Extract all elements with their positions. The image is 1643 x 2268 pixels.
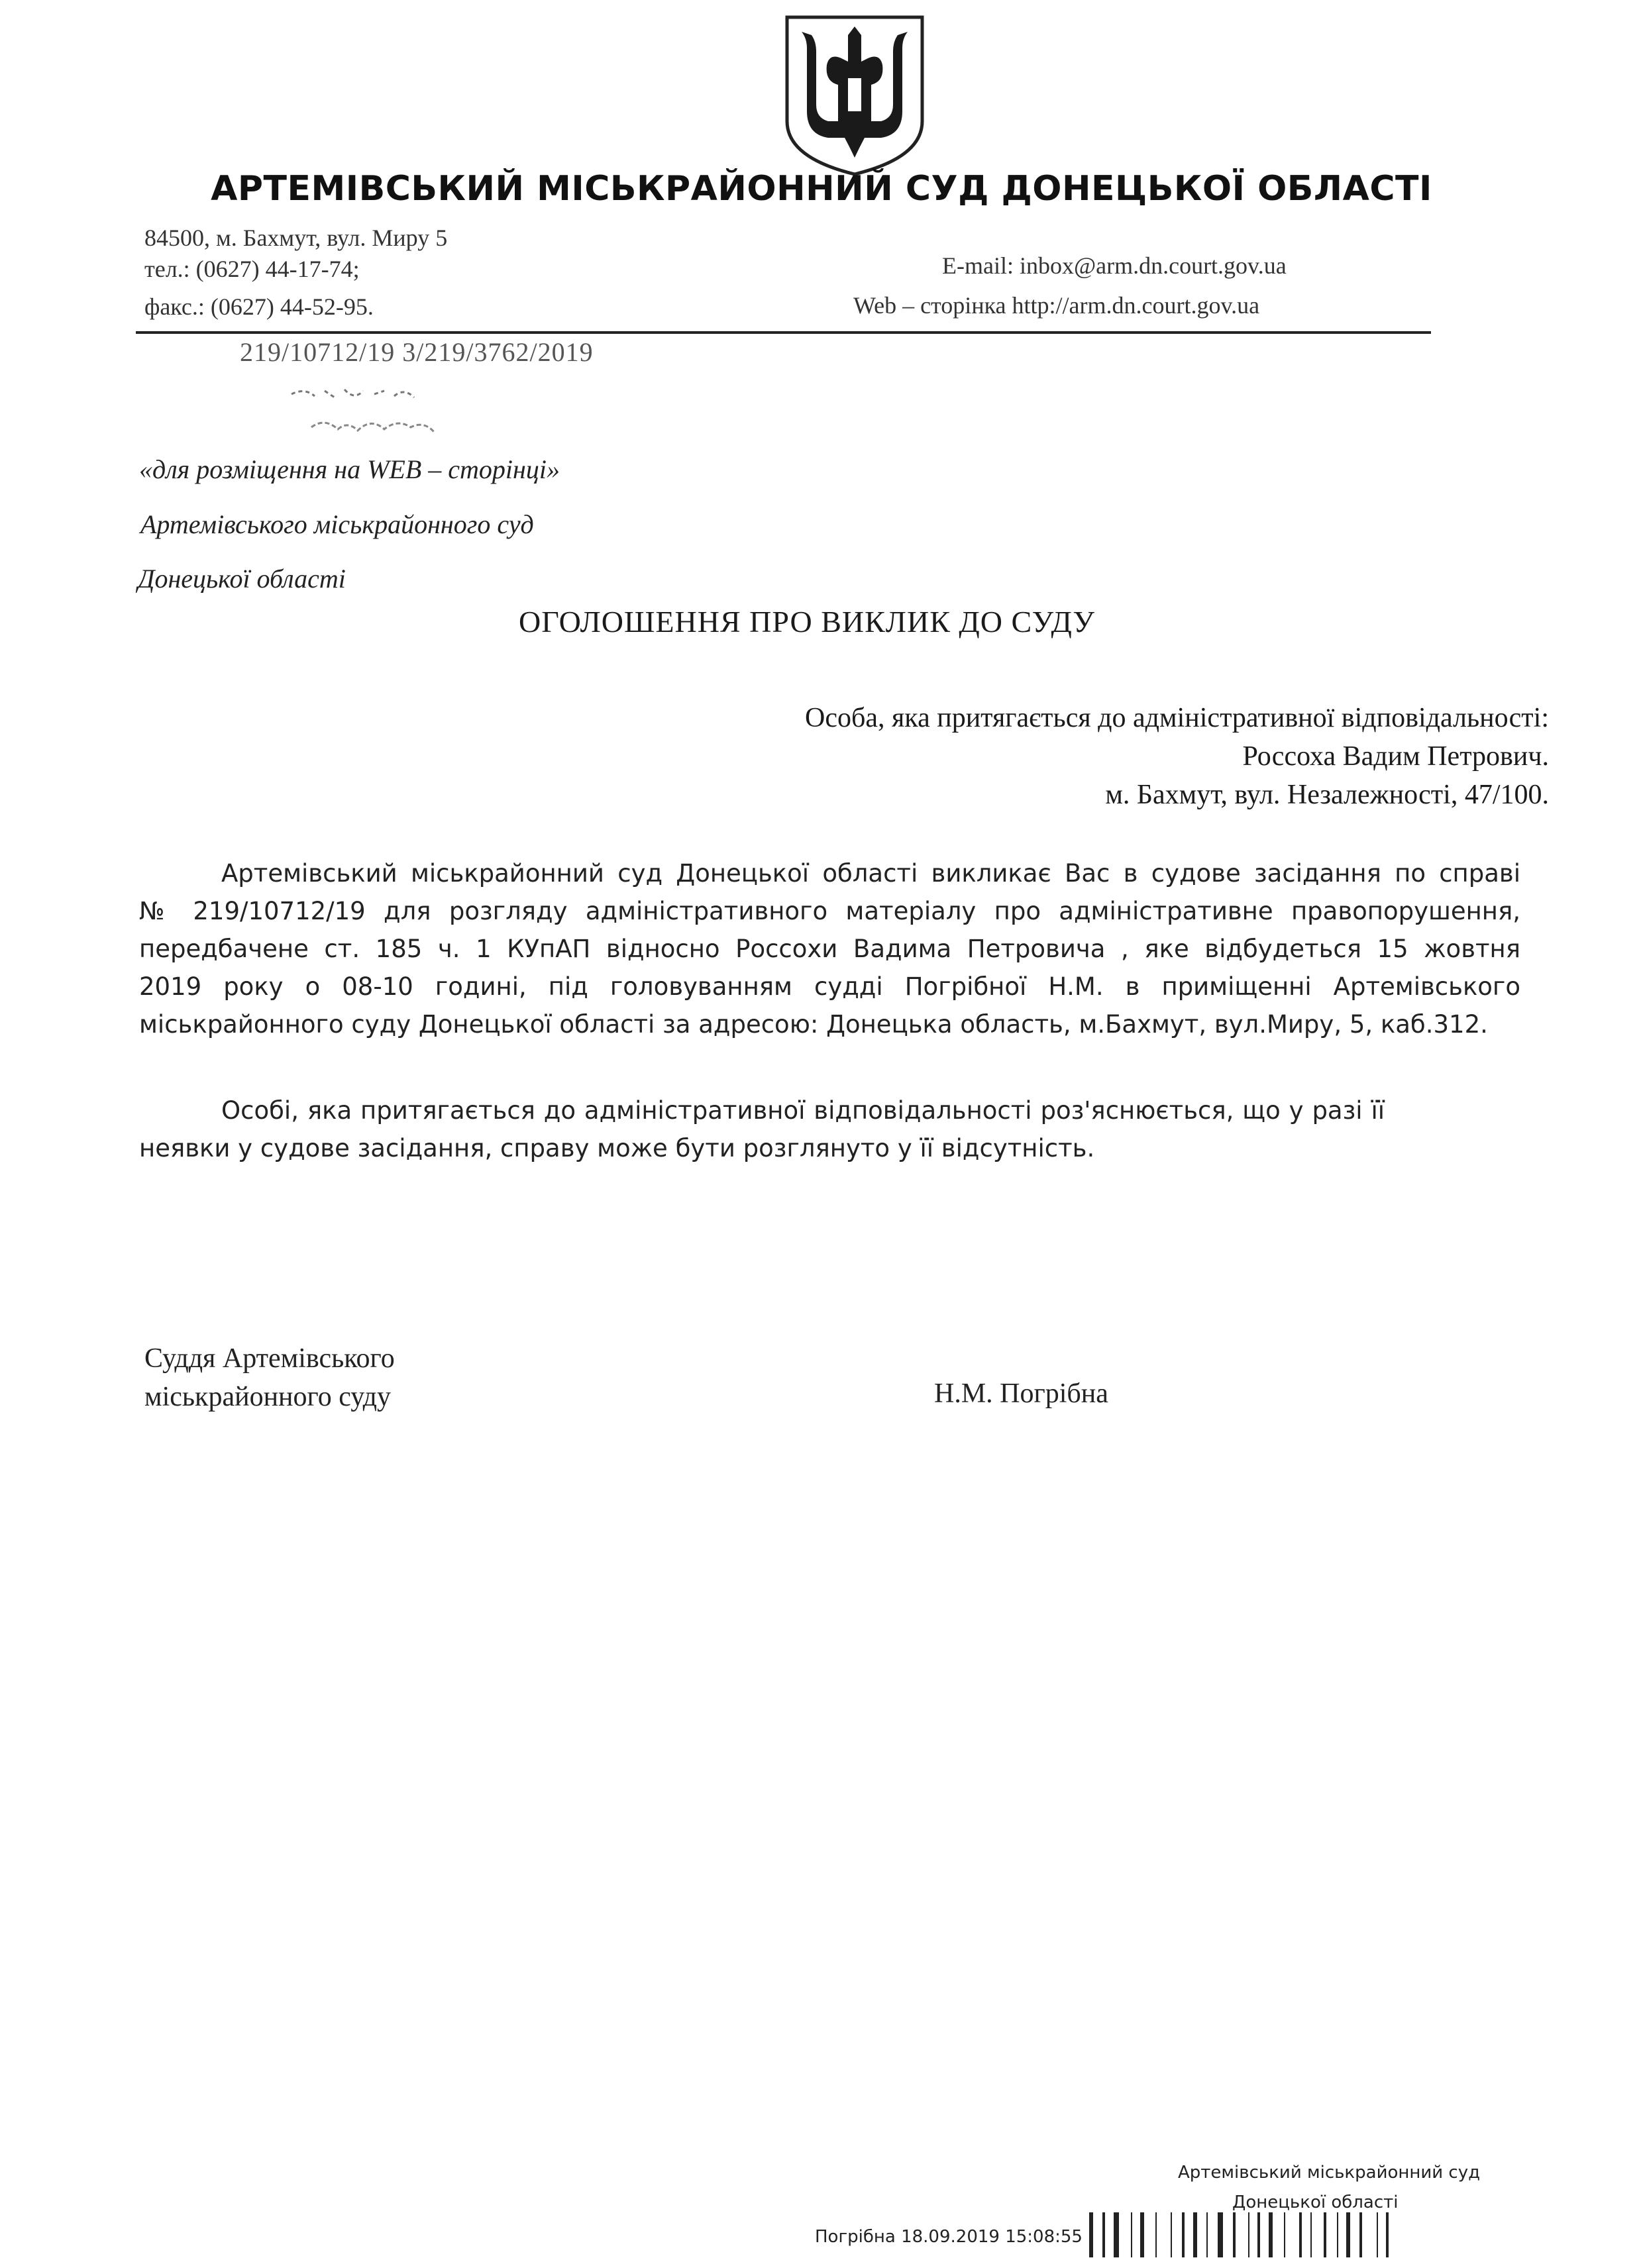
paragraph-line: Особі, яка притягається до адміністративної відповідальності роз'яснюється, що у разі її [221, 1096, 1385, 1125]
registration-number: 219/10712/19 3/219/3762/2019 [240, 337, 594, 367]
stamp-signed-by: Погрібна 18.09.2019 15:08:55 [815, 2227, 1083, 2247]
barcode-icon [1086, 2212, 1471, 2259]
addressee-line-3: Донецької області [138, 564, 346, 593]
header-divider [136, 331, 1431, 334]
person-address: м. Бахмут, вул. Незалежності, 47/100. [1105, 780, 1549, 810]
addressee-line-2: Артемівського міськрайонного суд [140, 509, 534, 539]
document-title: ОГОЛОШЕННЯ ПРО ВИКЛИК ДО СУДУ [519, 605, 1096, 639]
signatory-name: Н.М. Погрібна [934, 1378, 1108, 1409]
addressee-line-1: «для розміщення на WEB – сторінці» [139, 454, 560, 484]
signatory-title-line-1: Суддя Артемівського [144, 1343, 395, 1374]
court-website: Web – сторінка http://arm.dn.court.gov.ua [853, 292, 1260, 319]
paragraph-line: № 219/10712/19 для розгляду адміністративного матеріалу про адміністративне правопорушення, [139, 897, 1520, 925]
paragraph-line: 2019 року о 08-10 годині, під головуванням судді Погрібної Н.М. в приміщенні Артемівського [139, 972, 1520, 1001]
paragraph-line: міськрайонного суду Донецької області за адресою: Донецька область, м.Бахмут, вул.Миру, 5, каб.312. [139, 1010, 1488, 1039]
person-name: Россоха Вадим Петрович. [1242, 741, 1549, 772]
handwritten-note-signature [285, 371, 457, 444]
person-role: Особа, яка притягається до адміністративної відповідальності: [805, 703, 1549, 733]
paragraph-line: неявки у судове засідання, справу може бути розглянуто у її відсутність. [139, 1134, 1095, 1162]
stamp-court-line-1: Артемівський міськрайонний суд [1178, 2163, 1481, 2183]
court-fax: факс.: (0627) 44-52-95. [144, 293, 374, 320]
court-address: 84500, м. Бахмут, вул. Миру 5 [144, 225, 448, 251]
notice-paragraph [139, 1092, 1385, 1167]
paragraph-line: передбачене ст. 185 ч. 1 КУпАП відносно Россохи Вадима Петровича , яке відбудеться 15 жовтня [139, 935, 1520, 963]
signatory-title-line-2: міськрайонного суду [144, 1382, 392, 1412]
stamp-court-line-2: Донецької області [1232, 2192, 1399, 2212]
court-phone: тел.: (0627) 44-17-74; [144, 256, 360, 282]
summons-paragraph [139, 854, 1520, 1043]
court-name: АРТЕМІВСЬКИЙ МІСЬКРАЙОННИЙ СУД ДОНЕЦЬКОЇ ОБЛАСТІ [211, 169, 1432, 209]
paragraph-line: Артемівський міськрайонний суд Донецької області викликає Вас в судове засідання по справі [221, 859, 1520, 888]
court-email: E-mail: inbox@arm.dn.court.gov.ua [942, 252, 1287, 279]
coat-of-arms-icon [782, 12, 928, 178]
